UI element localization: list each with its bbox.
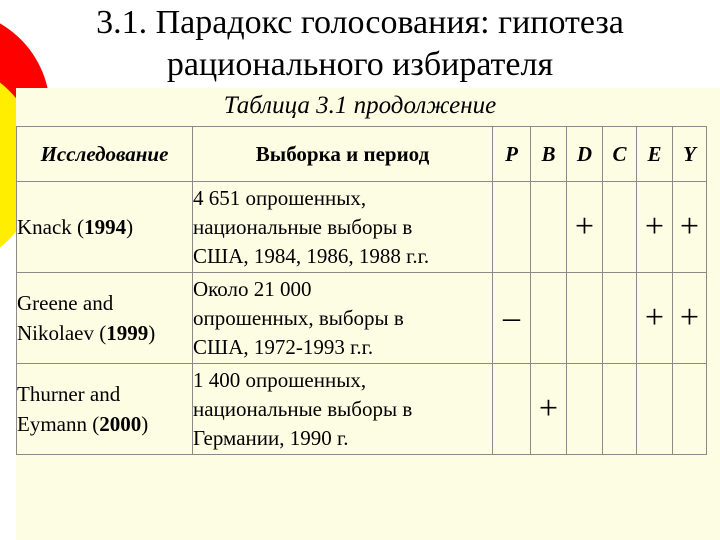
- study-year: 1999: [106, 321, 149, 345]
- author-name: Greene and: [17, 291, 114, 315]
- sample-line: Германии, 1990 г.: [193, 425, 349, 450]
- header-y: Y: [673, 127, 707, 182]
- sample-line: 1 400 опрошенных,: [193, 367, 367, 392]
- study-year: 1994: [84, 215, 127, 239]
- author-close: ): [126, 215, 134, 239]
- sample-line: национальные выборы в: [193, 214, 413, 239]
- mark-d: [567, 364, 603, 455]
- study-year: 2000: [99, 412, 142, 436]
- header-study: Исследование: [17, 127, 193, 182]
- author-close: ): [148, 321, 156, 345]
- sample-line: национальные выборы в: [193, 396, 413, 421]
- header-sample: Выборка и период: [193, 127, 493, 182]
- mark-y: [673, 364, 707, 455]
- sample-line: Около 21 000: [193, 276, 312, 301]
- header-e: E: [637, 127, 673, 182]
- slide-title-line-2: рационального избирателя: [166, 46, 554, 83]
- mark-c: [603, 182, 637, 273]
- mark-c: [603, 364, 637, 455]
- author-close: ): [141, 412, 149, 436]
- mark-e: +: [637, 273, 673, 364]
- mark-e: +: [637, 182, 673, 273]
- mark-p: [493, 182, 531, 273]
- sample-line: опрошенных, выборы в: [193, 305, 404, 330]
- header-row: [17, 127, 707, 182]
- sample-cell: [193, 273, 493, 364]
- sample-line: 4 651 опрошенных,: [193, 185, 367, 210]
- author-name: Nikolaev (: [17, 321, 107, 345]
- slide-title-line-1: 3.1. Парадокс голосования: гипотеза: [96, 4, 624, 41]
- study-cell: [17, 364, 193, 455]
- author-name: Eymann (: [17, 412, 100, 436]
- table-caption: Таблица 3.1 продолжение: [223, 92, 497, 119]
- mark-p: –: [493, 273, 531, 364]
- mark-y: +: [673, 182, 707, 273]
- mark-b: [531, 273, 567, 364]
- mark-y: +: [673, 273, 707, 364]
- table-row: [17, 273, 707, 364]
- sample-line: США, 1972-1993 г.г.: [193, 334, 374, 359]
- sample-cell: [193, 364, 493, 455]
- sample-line: США, 1984, 1986, 1988 г.г.: [193, 243, 430, 268]
- mark-e: [637, 364, 673, 455]
- author-name: Knack (: [17, 215, 85, 239]
- mark-b: +: [531, 364, 567, 455]
- slide-title: [0, 2, 720, 86]
- mark-p: [493, 364, 531, 455]
- header-d: D: [567, 127, 603, 182]
- table-row: [17, 182, 707, 273]
- table-row: [17, 364, 707, 455]
- mark-d: [567, 273, 603, 364]
- study-cell: [17, 273, 193, 364]
- header-c: C: [603, 127, 637, 182]
- mark-b: [531, 182, 567, 273]
- header-b: B: [531, 127, 567, 182]
- study-cell: [17, 182, 193, 273]
- mark-d: +: [567, 182, 603, 273]
- mark-c: [603, 273, 637, 364]
- author-name: Thurner and: [17, 382, 121, 406]
- sample-cell: [193, 182, 493, 273]
- results-table: [16, 126, 707, 455]
- header-p: P: [493, 127, 531, 182]
